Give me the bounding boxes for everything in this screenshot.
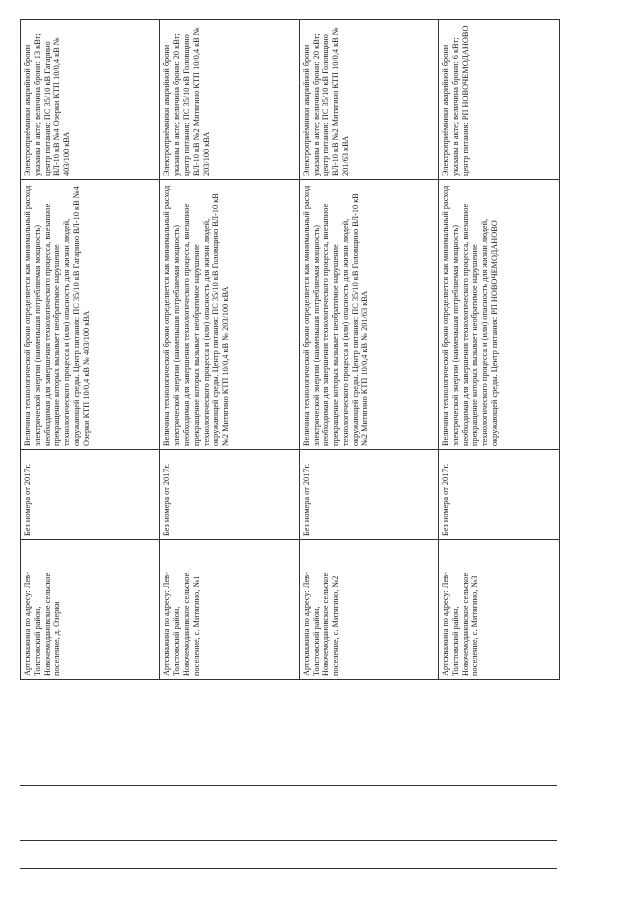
description-cell: Величина технологической брони определяется как минимальный расход электрической энергии (наименьшая потребляемая мощность) необходимая для завершения технологического процесса, внезапное прекращение которых вызывает необратимое нарушение технологического процесса и (или) опасность для жизни людей, окружающей среды. Центр питания: ПС 35/10 кВ Головщино ВЛ-10 кВ №2 Митягино КТП 10/0,4 кВ № 201/63 кВА [299, 180, 438, 450]
table-row [439, 20, 560, 680]
object-cell: Артскважина по адресу: Лев-Толстовский район, Новочемодановское сельское поселение, д. Озерки [21, 540, 160, 680]
rotated-table-region [20, 20, 560, 680]
rotated-table-container [20, 20, 560, 680]
emergency-cell: Электроприёмники аварийной брони указаны в акте; величина брони: 6 кВт; центр питания: РП НОВОЧЕМОДАНОВО [439, 20, 560, 180]
description-cell: Величина технологической брони определяется как минимальный расход электрической энергии (наименьшая потребляемая мощность) необходимая для завершения технологического процесса, внезапное прекращение которых вызывает необратимое нарушение технологического процесса и (или) опасность для жизни людей, окружающей среды. Центр питания: РП НОВОЧЕМОДАНОВО [439, 180, 560, 450]
table-divider [20, 785, 557, 786]
number-cell: Без номера от 2017г. [160, 450, 299, 540]
description-cell: Величина технологической брони определяется как минимальный расход электрической энергии (наименьшая потребляемая мощность) необходимая для завершения технологического процесса, внезапное прекращение которых вызывает необратимое нарушение технологического процесса и (или) опасность для жизни людей, окружающей среды. Центр питания: ПС 35/10 кВ Головщино ВЛ-10 кВ №2 Митягино КТП 10/0,4 кВ № 203/100 кВА [160, 180, 299, 450]
emergency-cell: Электроприёмники аварийной брони указаны в акте; величина брони: 13 кВт; центр питания: ПС 35/10 кВ Гагарино ВЛ-10 кВ №4 Озерки КТП 10/0,4 кВ № 403/100 кВА [21, 20, 160, 180]
number-cell: Без номера от 2017г. [439, 450, 560, 540]
emergency-cell: Электроприёмники аварийной брони указаны в акте; величина брони: 20 кВт; центр питания: ПС 35/10 кВ Головщино ВЛ-10 кВ №2 Митягино КТП 10/0,4 кВ № 201/63 кВА [299, 20, 438, 180]
object-cell: Артскважина по адресу: Лев-Толстовский район, Новочемодановское сельское поселение, с. Митягино, №3 [439, 540, 560, 680]
object-cell: Артскважина по адресу: Лев-Толстовский район, Новочемодановское сельское поселение, с. Митягино, №2 [299, 540, 438, 680]
description-cell: Величина технологической брони определяется как минимальный расход электрической энергии (наименьшая потребляемая мощность) необходимая для завершения технологического процесса, внезапное прекращение которых вызывает необратимое нарушение технологического процесса и (или) опасность для жизни людей, окружающей среды. Центр питания: ПС 35/10 кВ Гагарино ВЛ-10 кВ №4 Озерки КТП 10/0,4 кВ № 403/100 кВА [21, 180, 160, 450]
reservation-table [20, 19, 560, 680]
table-divider [20, 840, 557, 841]
table-row [299, 20, 438, 680]
number-cell: Без номера от 2017г. [21, 450, 160, 540]
object-cell: Артскважина по адресу: Лев-Толстовский район, Новочемодановское сельское поселение, с. Митягино, №1 [160, 540, 299, 680]
table-divider [20, 868, 557, 869]
emergency-cell: Электроприёмники аварийной брони указаны в акте; величина брони: 20 кВт; центр питания: ПС 35/10 кВ Головщино ВЛ-10 кВ №2 Митягино КТП 10/0,4 кВ № 203/100 кВА [160, 20, 299, 180]
number-cell: Без номера от 2017г. [299, 450, 438, 540]
table-row [160, 20, 299, 680]
table-row [21, 20, 160, 680]
